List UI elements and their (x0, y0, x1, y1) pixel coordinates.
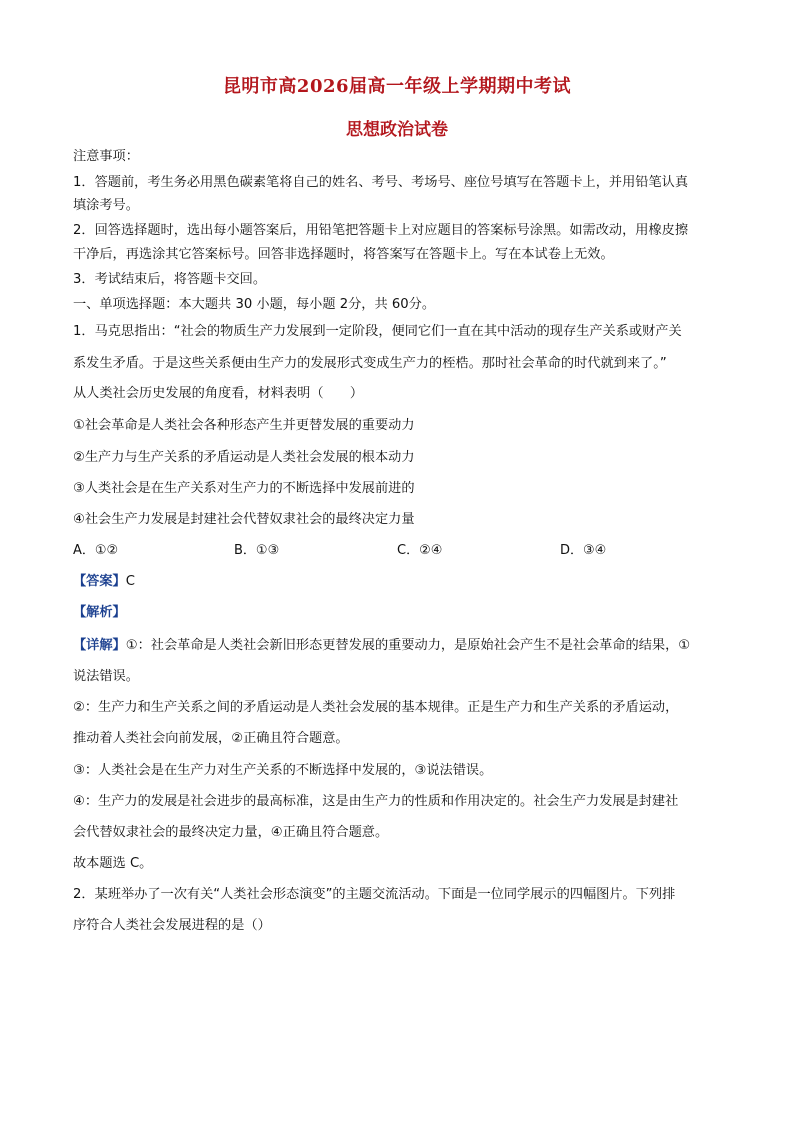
q1-option-d: D．③④ (560, 543, 607, 558)
q1-stem-line: 系发生矛盾。于是这些关系便由生产力的发展形式变成生产力的桎梏。那时社会革命的时代就到来了。” (73, 356, 667, 371)
q1-option-c: C．②④ (397, 543, 443, 558)
q1-stem-line: 从人类社会历史发展的角度看，材料表明（ ） (73, 386, 364, 401)
q1-detail-line: ③：人类社会是在生产力对生产关系的不断选择中发展的，③说法错误。 (73, 763, 493, 778)
q1-statement: ②生产力与生产关系的矛盾运动是人类社会发展的根本动力 (73, 450, 415, 465)
q1-detail-line (73, 637, 733, 655)
notice-line: 1．答题前，考生务必用黑色碳素笔将自己的姓名、考号、考场号、座位号填写在答题卡上，并用铅笔认真 (73, 175, 689, 190)
q2-stem-line: 2．某班举办了一次有关“人类社会形态演变”的主题交流活动。下面是一位同学展示的四幅图片。下列排 (73, 887, 676, 902)
answer-value: C (125, 574, 135, 589)
detail-text: ①：社会革命是人类社会新旧形态更替发展的重要动力，是原始社会产生不是社会革命的结果，① (125, 638, 691, 653)
q1-option-a: A．①② (73, 543, 119, 558)
exam-title: 昆明市高2026届高一年级上学期期中考试 (222, 76, 572, 97)
q1-stem-line: 1．马克思指出：“社会的物质生产力发展到一定阶段，便同它们一直在其中活动的现存生产关系或财产关 (73, 324, 682, 339)
notice-heading: 注意事项： (73, 149, 139, 164)
analysis-label: 【解析】 (73, 605, 126, 620)
q1-analysis (73, 604, 733, 622)
notice-line: 3．考试结束后，将答题卡交回。 (73, 272, 267, 287)
notice-line: 2．回答选择题时，选出每小题答案后，用铅笔把答题卡上对应题目的答案标号涂黑。如需改动，用橡皮擦 (73, 223, 689, 238)
q1-detail-line: ②：生产力和生产关系之间的矛盾运动是人类社会发展的基本规律。正是生产力和生产关系的矛盾运动， (73, 700, 679, 715)
q1-detail-line: 推动着人类社会向前发展，②正确且符合题意。 (73, 731, 349, 746)
q1-option-b: B．①③ (234, 543, 280, 558)
exam-subtitle: 思想政治试卷 (346, 120, 448, 140)
q2-stem-line: 序符合人类社会发展进程的是（） (73, 918, 271, 933)
q1-statement: ③人类社会是在生产关系对生产力的不断选择中发展前进的 (73, 481, 415, 496)
answer-label: 【答案】 (73, 574, 126, 589)
q1-detail-line: 说法错误。 (73, 669, 139, 684)
q1-conclusion: 故本题选 C。 (73, 856, 153, 871)
q1-statement: ④社会生产力发展是封建社会代替奴隶社会的最终决定力量 (73, 512, 415, 527)
q1-detail-line: 会代替奴隶社会的最终决定力量，④正确且符合题意。 (73, 825, 389, 840)
q1-detail-line: ④：生产力的发展是社会进步的最高标准，这是由生产力的性质和作用决定的。社会生产力发展是封建社 (73, 794, 679, 809)
q1-answer (73, 573, 733, 591)
detail-label: 【详解】 (73, 638, 126, 653)
notice-line: 填涂考号。 (73, 198, 139, 213)
notice-line: 干净后，再选涂其它答案标号。回答非选择题时，将答案写在答题卡上。写在本试卷上无效。 (73, 247, 614, 262)
section-heading: 一、单项选择题：本大题共 30 小题，每小题 2分，共 60分。 (73, 297, 436, 312)
q1-statement: ①社会革命是人类社会各种形态产生并更替发展的重要动力 (73, 418, 415, 433)
